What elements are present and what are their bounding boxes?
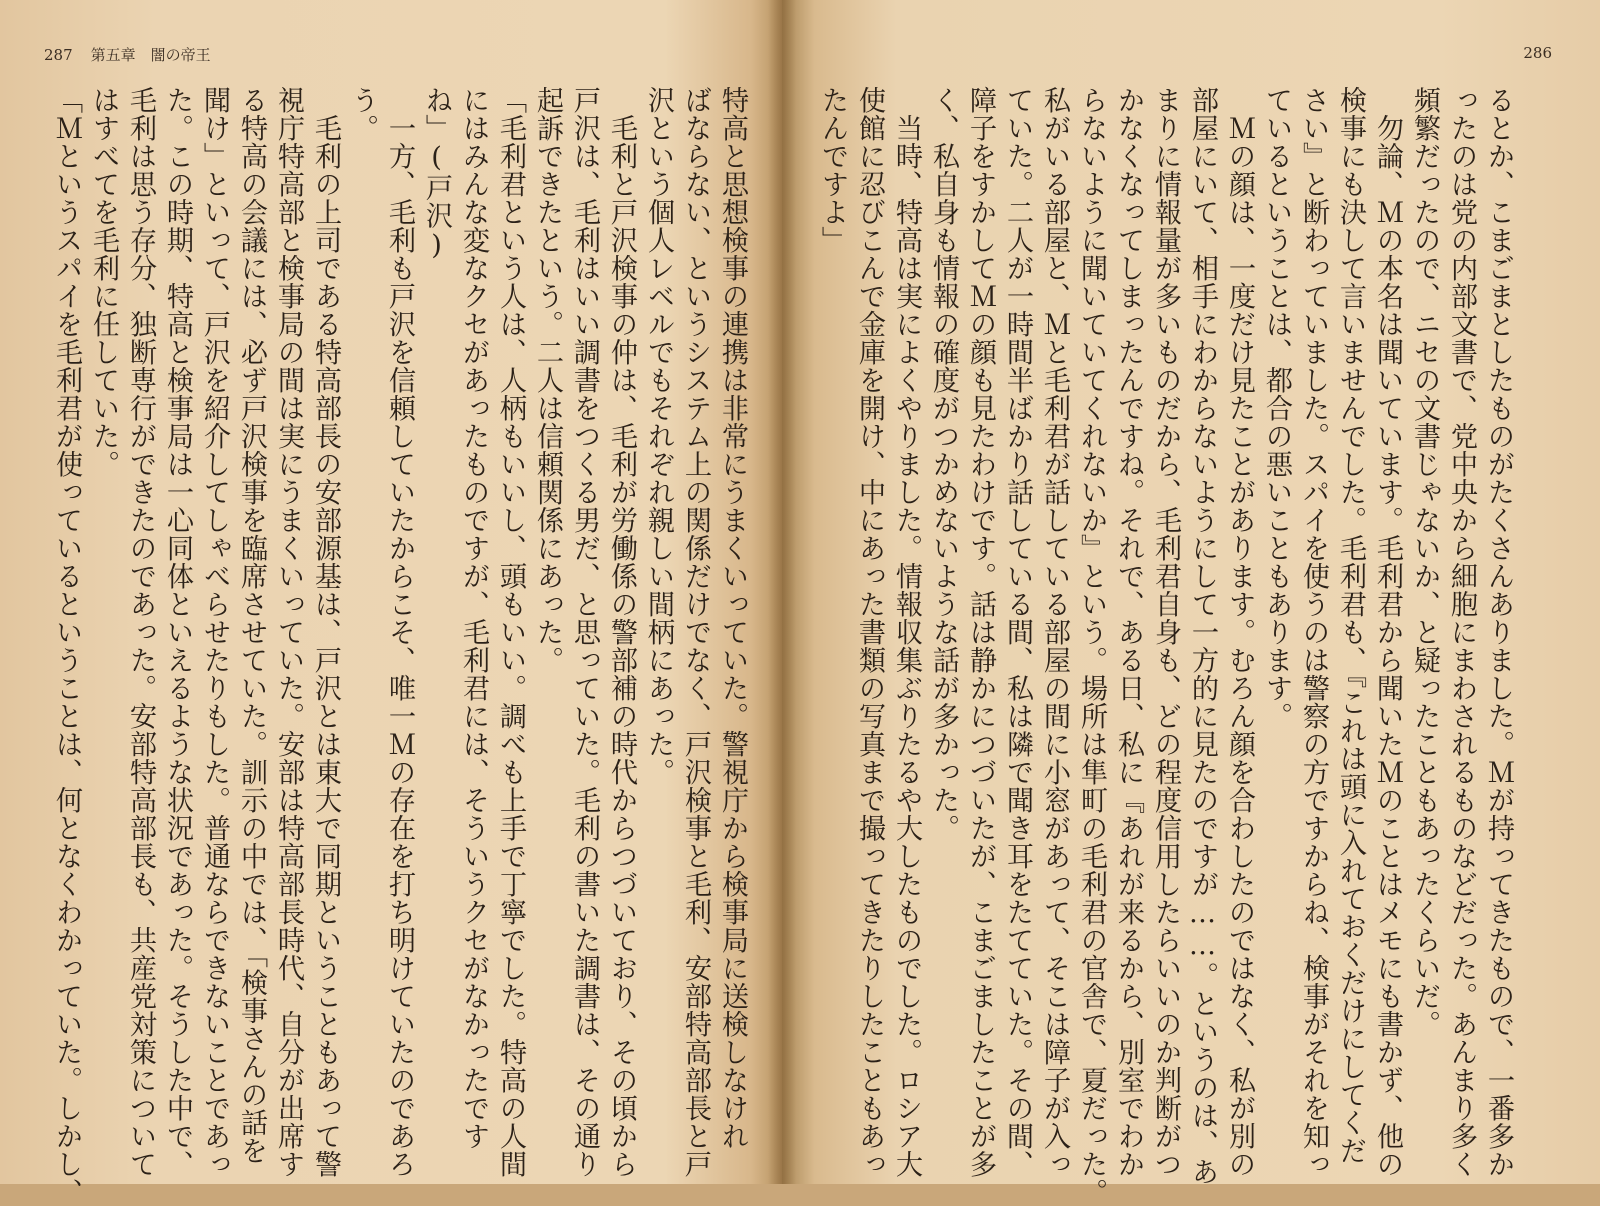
right-page-number: 286: [1523, 44, 1552, 62]
text-line: 頻繁だったので、ニセの文書じゃないか、と疑ったこともあったくらいだ。: [1409, 86, 1440, 1038]
text-line: ていた。二人が一時間半ばかり話している間、私は隣で聞き耳をたてていた。その間、: [1002, 86, 1033, 1178]
left-page-number: 287: [44, 46, 73, 64]
text-line: 特高と思想検事の連携は非常にうまくいっていた。警視庁から検事局に送検しなけれ: [717, 86, 748, 1150]
text-line: Ｍの顔は、一度だけ見たことがあります。むろん顔を合わしたのではなく、私が別の: [1224, 86, 1255, 1178]
text-line: ているということは、都合の悪いこともあります。: [1261, 86, 1292, 730]
text-line: 聞け」といって、戸沢を紹介してしゃべらせたりもした。普通ならできないことであっ: [199, 86, 230, 1178]
text-line: く、私自身も情報の確度がつかめないような話が多かった。: [928, 86, 959, 842]
text-line: さい』と断わっていました。スパイを使うのは警察の方ですからね、検事がそれを知っ: [1298, 86, 1329, 1178]
text-line: ったのは党の内部文書で、党中央から細胞にまわされるものなどだった。あんまり多く: [1446, 86, 1477, 1178]
text-line: 沢という個人レベルでもそれぞれ親しい間柄にあった。: [643, 86, 674, 786]
text-line: にはみんな変なクセがあったものですが、毛利君には、そういうクセがなかったです: [458, 86, 489, 1150]
text-line: 当時、特高は実によくやりました。情報収集ぶりたるや大したものでした。ロシア大: [891, 86, 922, 1178]
right-running-head: [1523, 44, 1552, 62]
right-page: [782, 0, 1600, 1206]
text-line: 私がいる部屋と、Ｍと毛利君が話している部屋の間に小窓があって、そこは障子が入っ: [1039, 86, 1070, 1178]
text-line: た。この時期、特高と検事局は一心同体といえるような状況であった。そうした中で、: [162, 86, 193, 1178]
chapter-title: 第五章 闇の帝王: [90, 46, 211, 64]
text-line: るとか、こまごまとしたものがたくさんありました。Ｍが持ってきたもので、一番多か: [1483, 86, 1514, 1178]
text-line: かなくなってしまったんですね。それで、ある日、私に『あれが来るから、別室でわか: [1113, 86, 1144, 1178]
text-line: 「毛利君という人は、人柄もいいし、頭もいい。調べも上手で丁寧でした。特高の人間: [495, 86, 526, 1178]
text-line: ばならない、というシステム上の関係だけでなく、戸沢検事と毛利、安部特高部長と戸: [680, 86, 711, 1178]
text-line: 毛利は思う存分、独断専行ができたのであった。安部特高部長も、共産党対策について: [125, 86, 156, 1178]
text-line: 「Ｍというスパイを毛利君が使っているということは、何となくわかっていた。しかし、: [51, 86, 82, 1206]
left-page: [0, 0, 782, 1206]
text-line: 毛利と戸沢検事の仲は、毛利が労働係の警部補の時代からつづいており、その頃から: [606, 86, 637, 1178]
left-running-head: [44, 44, 211, 65]
right-body-text: [812, 86, 1517, 1206]
text-line: 一方、毛利も戸沢を信頼していたからこそ、唯一Ｍの存在を打ち明けていたのであろ: [384, 86, 415, 1178]
text-line: 部屋にいて、相手にわからないようにして一方的に見たのですが……。というのは、あ: [1187, 86, 1218, 1186]
text-line: らないように聞いていてくれないか』という。場所は隼町の毛利君の官舎で、夏だった。: [1076, 86, 1107, 1206]
text-line: う。: [347, 86, 378, 142]
text-line: 起訴できたという。二人は信頼関係にあった。: [532, 86, 563, 674]
text-line: る特高の会議には、必ず戸沢検事を臨席させていた。訓示の中では、「検事さんの話を: [236, 86, 267, 1165]
text-line: はすべてを毛利に任していた。: [88, 86, 119, 478]
text-line: まりに情報量が多いものだから、毛利君自身も、どの程度信用したらいいのか判断がつ: [1150, 86, 1181, 1178]
text-line: ね」(戸沢): [421, 86, 452, 262]
text-line: たんですよ」: [817, 86, 848, 254]
text-line: 勿論、Ｍの本名は聞いています。毛利君から聞いたＭのことはメモにも書かず、他の: [1372, 86, 1403, 1178]
text-line: 検事にも決して言いませんでした。毛利君も、『これは頭に入れておくだけにしてくだ: [1335, 86, 1366, 1165]
text-line: 毛利の上司である特高部長の安部源基は、戸沢とは東大で同期ということもあって警: [310, 86, 341, 1178]
left-body-text: [51, 86, 751, 1206]
text-line: 戸沢は、毛利はいい調書をつくる男だ、と思っていた。毛利の書いた調書は、その通り: [569, 86, 600, 1178]
text-line: 使館に忍びこんで金庫を開け、中にあった書類の写真まで撮ってきたりしたこともあっ: [854, 86, 885, 1178]
text-line: 視庁特高部と検事局の間は実にうまくいっていた。安部は特高部長時代、自分が出席す: [273, 86, 304, 1178]
text-line: 障子をすかしてＭの顔も見たわけです。話は静かにつづいたが、こまごましたことが多: [965, 86, 996, 1178]
